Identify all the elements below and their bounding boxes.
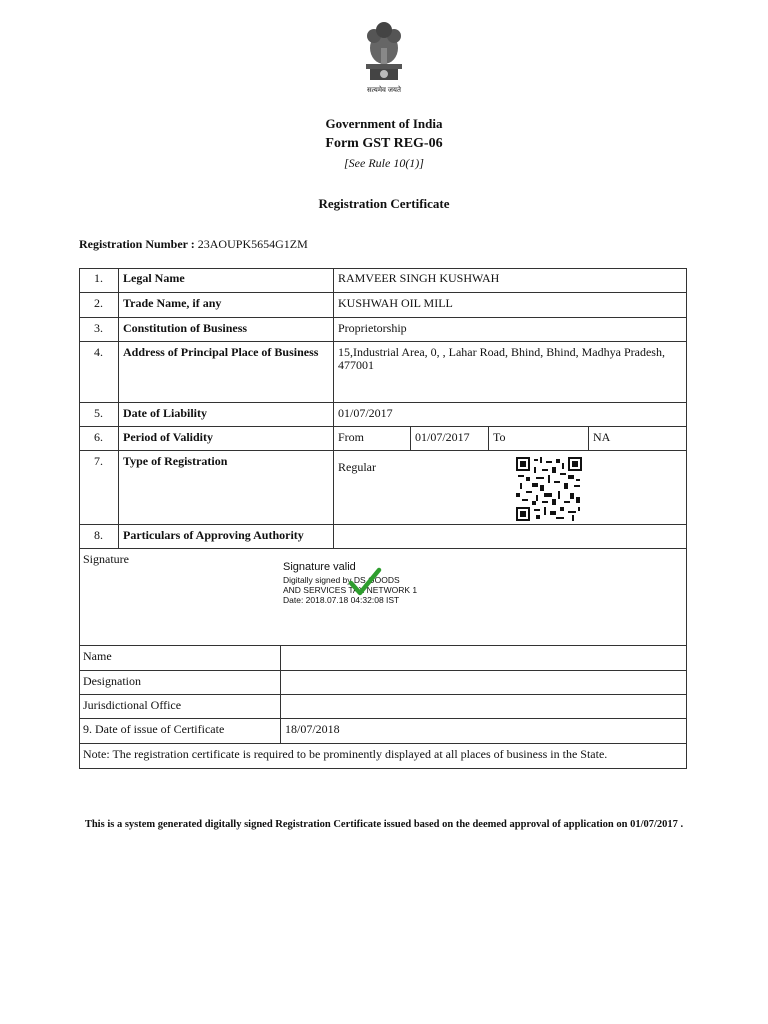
qr-code-icon — [516, 457, 582, 521]
detail-label: Designation — [79, 671, 281, 694]
row-label: Constitution of Business — [119, 318, 334, 341]
detail-value — [281, 695, 687, 718]
validity-to-label: To — [489, 427, 589, 450]
registration-type-value: Regular — [338, 460, 376, 474]
row-value — [334, 451, 687, 524]
table-row — [79, 268, 687, 293]
row-label: Period of Validity — [119, 427, 334, 450]
signature-signer: Digitally signed by DS GOODS — [283, 575, 400, 585]
row-label: Type of Registration — [119, 451, 334, 524]
row-value: 01/07/2017 — [338, 406, 393, 420]
row-number: 2. — [79, 293, 119, 317]
row-number: 6. — [79, 427, 119, 450]
row-number: 4. — [79, 342, 119, 402]
checkmark-icon — [348, 567, 382, 602]
rule-reference: [See Rule 10(1)] — [344, 156, 424, 170]
row-value: RAMVEER SINGH KUSHWAH — [338, 271, 500, 285]
row-label: Address of Principal Place of Business — [119, 342, 334, 402]
detail-value: 18/07/2018 — [285, 722, 340, 736]
note-row — [79, 744, 687, 769]
table-row — [79, 427, 687, 451]
table-row — [79, 451, 687, 525]
validity-from-value: 01/07/2017 — [411, 427, 489, 450]
table-row — [79, 318, 687, 342]
table-row — [79, 293, 687, 318]
row-label: Date of Liability — [119, 403, 334, 426]
table-row — [79, 403, 687, 427]
signature-status: Signature valid — [283, 561, 356, 573]
validity-from-label: From — [334, 427, 411, 450]
detail-value — [281, 646, 687, 670]
table-row — [79, 525, 687, 549]
row-label: Trade Name, if any — [119, 293, 334, 317]
row-label: Legal Name — [119, 268, 334, 292]
detail-value — [281, 671, 687, 694]
table-row — [79, 719, 687, 744]
registration-number — [79, 237, 308, 252]
signature-date: Date: 2018.07.18 04:32:08 IST — [283, 595, 400, 605]
registration-number-label: Registration Number : — [79, 237, 195, 251]
certificate-title: Registration Certificate — [318, 196, 450, 211]
footer-statement: This is a system generated digitally signed Registration Certificate issued based on the deemed approval of application on 01/07/2017 . — [84, 819, 684, 830]
row-label: Particulars of Approving Authority — [119, 525, 334, 548]
row-value: Proprietorship — [338, 321, 407, 335]
table-row — [79, 671, 687, 695]
signature-signer-org: AND SERVICES TAX NETWORK 1 — [283, 585, 418, 595]
validity-to-value: NA — [593, 430, 611, 444]
signature-row — [79, 549, 687, 646]
government-heading: Government of India — [325, 116, 443, 131]
emblem-motto: सत्यमेव जयते — [367, 86, 401, 94]
registration-number-value: 23AOUPK5654G1ZM — [197, 237, 308, 251]
row-number: 7. — [79, 451, 119, 524]
row-number: 8. — [79, 525, 119, 548]
row-value: KUSHWAH OIL MILL — [338, 296, 453, 310]
row-number: 3. — [79, 318, 119, 341]
row-number: 1. — [79, 268, 119, 292]
row-value: 15,Industrial Area, 0, , Lahar Road, Bhind, Bhind, Madhya Pradesh, 477001 — [338, 345, 665, 372]
detail-label: Jurisdictional Office — [79, 695, 281, 718]
row-value — [334, 525, 687, 548]
detail-label: Name — [79, 646, 281, 670]
table-row — [79, 695, 687, 719]
detail-label: 9. Date of issue of Certificate — [79, 719, 281, 743]
table-row — [79, 646, 687, 671]
row-number: 5. — [79, 403, 119, 426]
table-row — [79, 342, 687, 403]
form-title: Form GST REG-06 — [325, 136, 443, 151]
signature-label: Signature — [83, 552, 129, 566]
note-text: Note: The registration certificate is required to be prominently displayed at all places of business in the State. — [83, 747, 608, 761]
digital-signature — [283, 561, 483, 605]
